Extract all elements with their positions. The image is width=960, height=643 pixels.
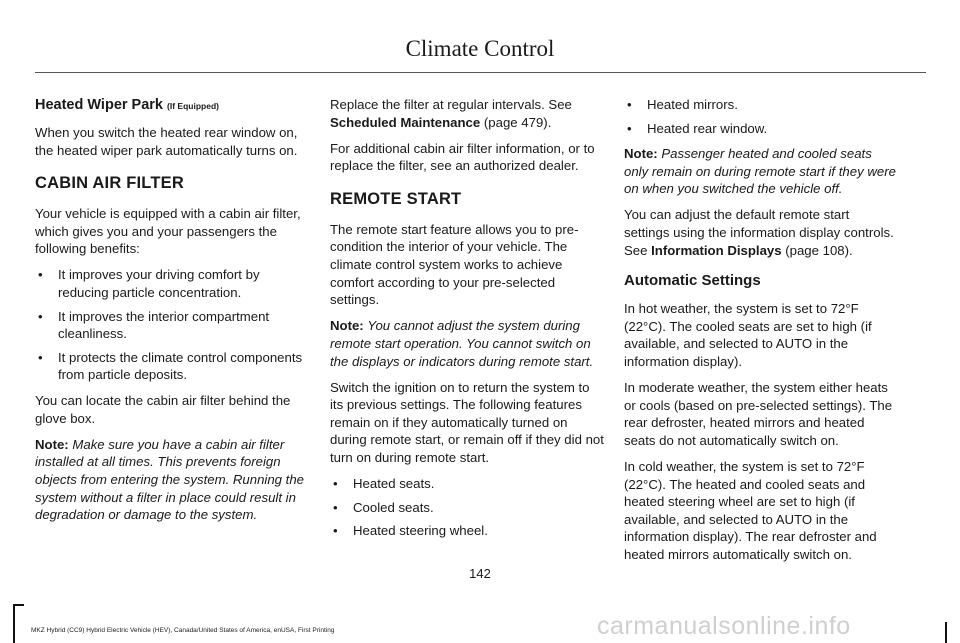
remote-start-note (330, 317, 605, 370)
cold-weather-text: In cold weather, the system is set to 72°F (22°C). The heated and cooled seats and heated steering wheel are set to high (if available, and selected to AUTO in the information display). The rear defroster and heated mirrors automatically switch on. (624, 459, 877, 562)
remote-start-heading: REMOTE START (330, 189, 462, 208)
additional-info-text: For additional cabin air filter information, or to replace the filter, see an authorized dealer. (330, 140, 595, 174)
crop-mark-right-vertical (945, 622, 947, 643)
hot-weather-text: In hot weather, the system is set to 72°F (22°C). The cooled seats are set to high (if available, and selected to AUTO in the information display). (624, 301, 872, 370)
list-item: • It protects the climate control components from particle deposits. (35, 349, 310, 384)
page-title: Climate Control (405, 36, 555, 61)
cabin-air-filter-intro: Your vehicle is equipped with a cabin air filter, which gives you and your passengers the following benefits: (35, 206, 301, 257)
page-reference: (page 108). (785, 242, 853, 258)
cabin-air-filter-heading: CABIN AIR FILTER (35, 174, 184, 193)
printing-info: MKZ Hybrid (CC9) Hybrid Electric Vehicle (HEV), Canada/United States of America, enUSA, First Printing (31, 627, 335, 634)
column-right (624, 96, 896, 572)
note-label: Note: (624, 146, 658, 162)
replace-text: Replace the filter at regular intervals. See (330, 97, 572, 112)
heated-wiper-park-text: When you switch the heated rear window on, the heated wiper park automatically turns on. (35, 125, 298, 158)
list-item: • Heated mirrors. (624, 96, 896, 114)
note-label: Note: (330, 318, 364, 334)
filter-location-text: You can locate the cabin air filter behind the glove box. (35, 393, 291, 426)
adjust-text: You can adjust the default remote start settings using the information display controls. See (624, 207, 894, 258)
remote-start-intro: The remote start feature allows you to pre-condition the interior of your vehicle. The climate control system works to achieve comfort according to your pre-selected settings. (330, 221, 579, 308)
crop-mark-left-horizontal (13, 604, 24, 606)
page-reference: (page 479). (483, 114, 552, 130)
list-item: • Cooled seats. (330, 499, 605, 517)
features-list (330, 475, 605, 540)
note-text: Passenger heated and cooled seats only remain on during remote start if they were on when you switched the vehicle off. (624, 146, 896, 197)
adjust-settings-text (624, 206, 896, 259)
heated-wiper-park-title: Heated Wiper Park (35, 97, 164, 113)
information-displays-link[interactable]: Information Displays (651, 242, 782, 258)
list-item: • It improves your driving comfort by reducing particle concentration. (35, 266, 310, 301)
watermark: carmanualsonline.info (597, 612, 851, 640)
column-left (35, 96, 310, 532)
automatic-settings-heading: Automatic Settings (624, 272, 761, 290)
page-number: 142 (469, 566, 491, 581)
list-item: • It improves the interior compartment cleanliness. (35, 308, 310, 343)
crop-mark-left-vertical (13, 604, 15, 643)
benefits-list (35, 266, 310, 384)
features-list-continued (624, 96, 896, 137)
passenger-seats-note (624, 145, 896, 198)
header-divider (35, 72, 926, 73)
heated-wiper-park-heading (35, 96, 310, 115)
ignition-text: Switch the ignition on to return the system to its previous settings. The following features remain on if they automatically turned on during remote start, or remain off if they did not turn on during remote start. (330, 379, 604, 465)
list-item: • Heated rear window. (624, 120, 896, 138)
moderate-weather-text: In moderate weather, the system either heats or cools (based on pre-selected settings). The rear defroster, heated mirrors and heated seats do not automatically switch on. (624, 380, 893, 448)
list-item: • Heated steering wheel. (330, 522, 605, 540)
note-label: Note: (35, 436, 69, 452)
filter-note (35, 436, 310, 524)
note-text: Make sure you have a cabin air filter installed at all times. This prevents foreign objects from entering the system. Running the system without a filter in place could result in degradation or damage to the system. (35, 436, 305, 523)
column-middle (330, 96, 605, 548)
scheduled-maintenance-link[interactable]: Scheduled Maintenance (330, 114, 481, 130)
replace-filter-text (330, 96, 605, 131)
list-item: • Heated seats. (330, 475, 605, 493)
if-equipped-label: (If Equipped) (167, 101, 219, 111)
note-text: You cannot adjust the system during remote start operation. You cannot switch on the displays or indicators during remote start. (330, 318, 594, 369)
